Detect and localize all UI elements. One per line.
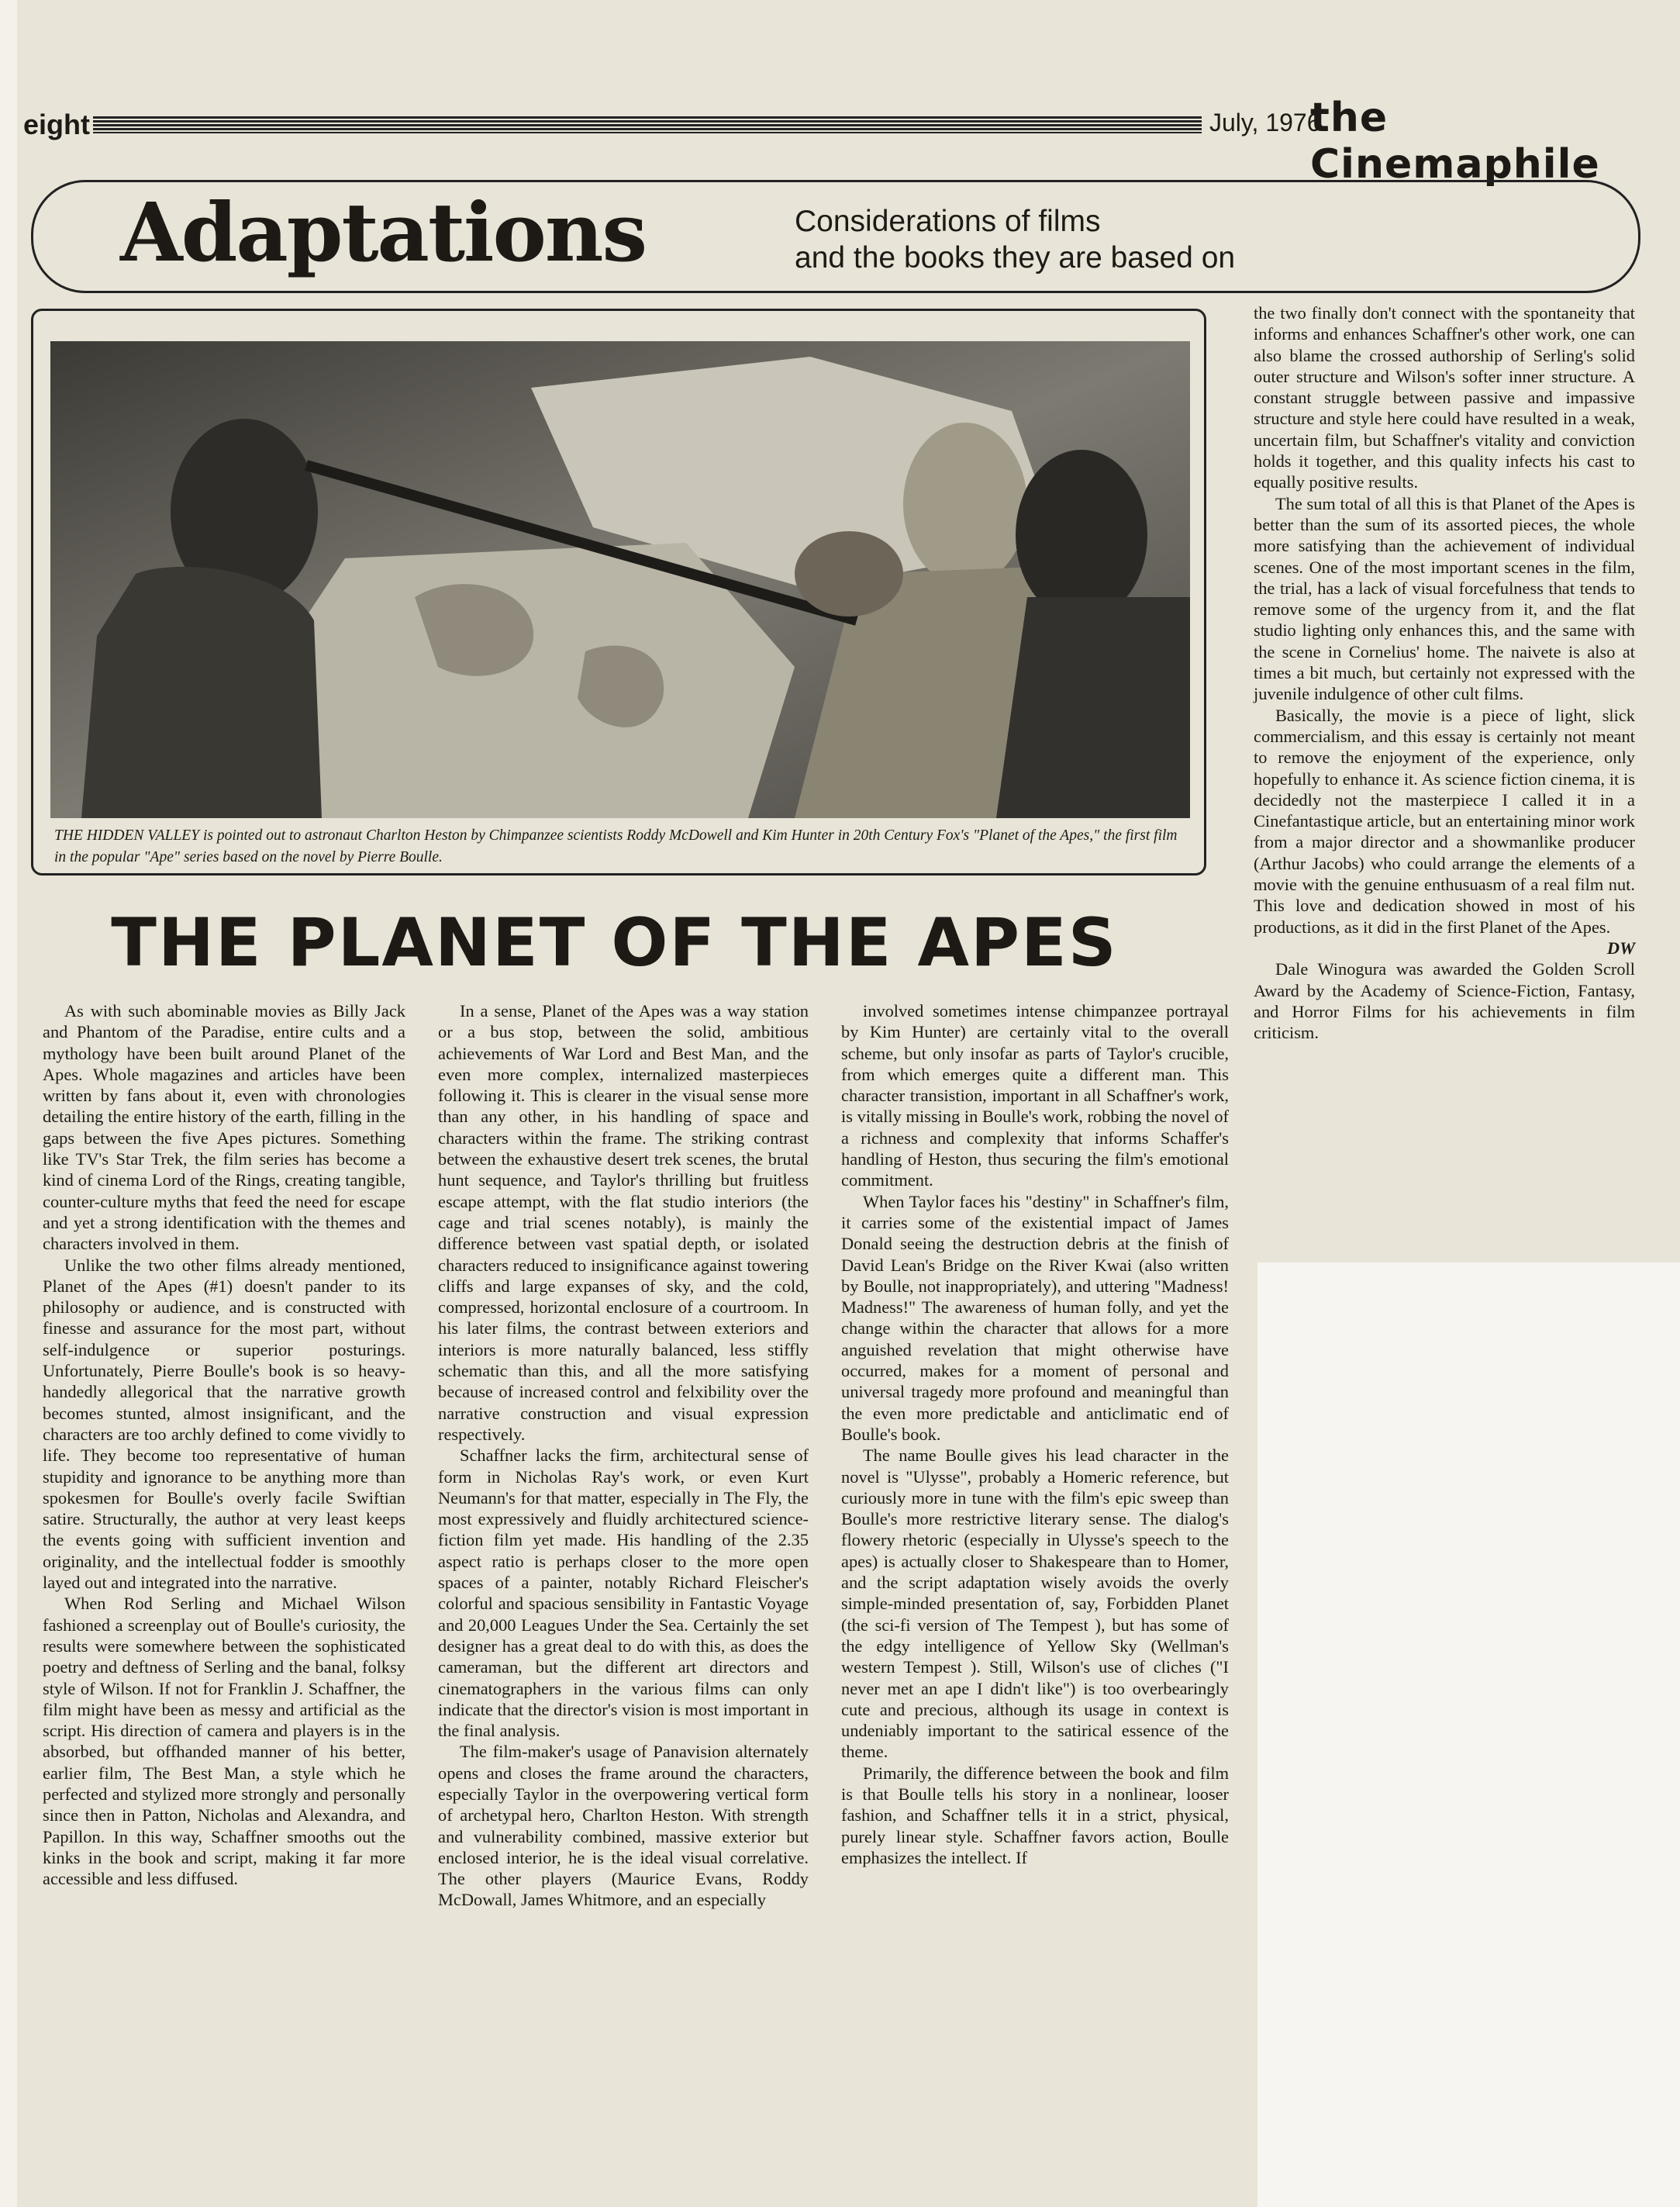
paragraph: When Taylor faces his "destiny" in Schaffner's film, it carries some of the existential impact of James Donald seeing the destruction debris at the finish of David Lean's Bridge on the River Kwai (also written by Boulle, not inappropriately), and uttering "Madness! Madness!" The awareness of human folly, and yet the change within the character that allows for a more anguished revelation that might otherwise have occurred, makes for a moment of personal and universal tragedy more profound and meaningful than the even more predictable and anticlimatic end of Boulle's book. — [841, 1191, 1229, 1444]
issue-date: July, 1976 — [1209, 109, 1321, 136]
paragraph: The film-maker's usage of Panavision alternately opens and closes the frame around the characters, especially Taylor in the overpowering vertical form of archetypal hero, Charlton Heston. With strength and vulnerability combined, massive exterior but enclosed interior, he is the ideal visual correlative. The other players (Maurice Evans, Roddy McDowall, James Whitmore, and an especially — [438, 1742, 809, 1910]
page-background — [1257, 1262, 1680, 2207]
paragraph: Primarily, the difference between the book and film is that Boulle tells his story in a nonlinear, looser fashion, and Schaffner tells it in a strict, physical, purely linear style. Schaffner favors action, Boulle emphasizes the intellect. If — [841, 1763, 1229, 1867]
article-column-4 — [1254, 302, 1635, 1043]
paragraph: involved sometimes intense chimpanzee portrayal by Kim Hunter) are certainly vital to the overall scheme, but only insofar as parts of Taylor's crucible, from which emerges quite a different man. This character transistion, important in all Schaffner's work, is vitally missing in Boulle's work, robbing the novel of a richness and complexity that informs Schaffer's handling of Heston, thus securing the film's emotional commitment. — [841, 1001, 1229, 1190]
masthead: the Cinemaphile — [1310, 95, 1600, 188]
author-bio: Dale Winogura was awarded the Golden Scroll Award by the Academy of Science-Fiction, Fantasy, and Horror Films for his achievements in film criticism. — [1254, 959, 1635, 1043]
photo-caption: THE HIDDEN VALLEY is pointed out to astronaut Charlton Heston by Chimpanzee scientists Roddy McDowell and Kim Hunter in 20th Century Fox's "Planet of the Apes," the first film in the popular "Ape" series based on the novel by Pierre Boulle. — [54, 827, 1178, 865]
article-headline: THE PLANET OF THE APES — [111, 904, 1118, 982]
paragraph: In a sense, Planet of the Apes was a way station or a bus stop, between the solid, ambitious achievements of War Lord and Best Man, and the even more complex, internalized masterpieces following it. This is clearer in the visual sense more than any other, in his handling of space and characters within the frame. The striking contrast between the exhaustive desert trek scenes, the brutal hunt sequence, and Taylor's thrilling but fruitless escape attempt, with the flat studio interiors (the cage and trial scenes notably), is mainly the difference between vast spatial depth, or isolated characters reduced to insignificance against towering cliffs and large expanses of sky, and the cold, compressed, horizontal enclosure of a courtroom. In his later films, the contrast between exteriors and interiors is more naturally balanced, less stiffly schematic than this, and all the more satisfying because of increased control and felxibility over the narrative construction and visual expression respectively. — [438, 1001, 809, 1444]
article-column-2 — [438, 1000, 809, 1911]
article-column-1 — [43, 1000, 405, 1889]
paragraph: Basically, the movie is a piece of light, slick commercialism, and this essay is certainly not meant to remove the enjoyment of the experience, only hopefully to enhance it. As science fiction cinema, it is decidedly not the masterpiece I called it in a Cinefantastique article, but an entertaining minor work from a major director and a showmanlike producer (Arthur Jacobs) who could arrange the elements of a movie with the genuine enthusuasm of a real film nut. This love and dedication showed in most of his productions, as it did in the first Planet of the Apes. — [1254, 705, 1635, 937]
paragraph: The name Boulle gives his lead character in the novel is "Ulysse", probably a Homeric reference, but curiously more in tune with the film's epic sweep than Boulle's more restrictive literary sense. The dialog's flowery rhetoric (especially in Ulysse's speech to the apes) is actually closer to Shakespeare than to Homer, and the script adaptation wisely avoids the overly simple-minded presentation of, say, Forbidden Planet (the sci-fi version of The Tempest ), but has some of the edgy intelligence of Yellow Sky (Wellman's western Tempest ). Still, Wilson's use of cliches ("I never met an ape I didn't like") is too overbearingly cute and precious, although its usage in context is undeniably important to the satirical essence of the theme. — [841, 1445, 1229, 1762]
paragraph: As with such abominable movies as Billy Jack and Phantom of the Paradise, entire cults and a mythology have been built around Planet of the Apes. Whole magazines and articles have been written by fans about it, even with chronologies detailing the entire history of the earth, filling in the gaps between the five Apes pictures. Something like TV's Star Trek, the film series has become a kind of cinema Lord of the Rings, creating tangible, counter-culture myths that feed the need for escape and yet a strong identification with the themes and characters involved in them. — [43, 1001, 405, 1254]
paragraph: Unlike the two other films already mentioned, Planet of the Apes (#1) doesn't pander to its philosophy or audience, and is constructed with finesse and assurance for the most part, without self-indulgence or superior posturings. Unfortunately, Pierre Boulle's book is so heavy-handedly allegorical that the narrative growth becomes stunted, almost insignificant, and the characters are too archly defined to come vividly to life. They become too representative of human stupidity and ignorance to be anything more than spokesmen for Boulle's overly facile Swiftian satire. Structurally, the author at very least keeps the events going with sufficient invention and originality, and the intellectual fodder is smoothly layed out and integrated into the narrative. — [43, 1255, 405, 1593]
subtitle-line-1: Considerations of films — [795, 205, 1101, 238]
paragraph: When Rod Serling and Michael Wilson fashioned a screenplay out of Boulle's curiosity, the results were somewhere between the sophisticated poetry and deftness of Serling and the banal, folksy style of Wilson. If not for Franklin J. Schaffner, the film might have been as messy and artificial as the script. His direction of camera and players is in the absorbed, but offhanded manner of his better, earlier film, The Best Man, a style which he perfected and stylized more strongly and personally since then in Patton, Nicholas and Alexandra, and Papillon. In this way, Schaffner smooths out the kinks in the book and script, making it far more accessible and less diffused. — [43, 1594, 405, 1889]
paragraph: the two finally don't connect with the spontaneity that informs and enhances Schaffner's other work, one can also blame the crossed authorship of Serling's solid outer structure and Wilson's softer inner structure. A constant struggle between passive and impassive structure and style here could have resulted in a weak, uncertain film, but Schaffner's vitality and conviction holds it together, and this quality infects his cast to equally positive results. — [1254, 303, 1635, 492]
article-column-3 — [841, 1000, 1229, 1868]
film-still-photo — [50, 341, 1190, 818]
section-title: Adaptations — [120, 185, 647, 280]
paragraph: Schaffner lacks the firm, architectural sense of form in Nicholas Ray's work, or even Kurt Neumann's for that matter, especially in The Fly, the most expressively and fluidly architectured science-fiction film yet made. His handling of the 2.35 aspect ratio is perhaps closer to the more open spaces of a painter, notably Richard Fleischer's colorful and spacious sensibility in Fantastic Voyage and 20,000 Leagues Under the Sea. Certainly the set designer has a great deal to do with this, as does the cameraman, but the different art directors and cinematographers in the various films can only indicate that the director's vision is most important in the final analysis. — [438, 1445, 809, 1741]
page-folio: eight — [23, 109, 90, 140]
section-subtitle — [795, 203, 1337, 276]
subtitle-line-2: and the books they are based on — [795, 241, 1236, 275]
author-signature: DW — [1606, 938, 1635, 958]
header-rule — [93, 116, 1202, 133]
paragraph: The sum total of all this is that Planet of the Apes is better than the sum of its assorted pieces, the whole more satisfying than the achievement of individual scenes. One of the most important scenes in the film, the trial, has a lack of visual forcefulness that tends to remove some of the urgency from it, and the flat studio lighting only enhances this, and the same with the scene in Cornelius' home. The naivete is also at times a bit much, but certainly not expressed with the juvenile indulgence of other cult films. — [1254, 493, 1635, 704]
